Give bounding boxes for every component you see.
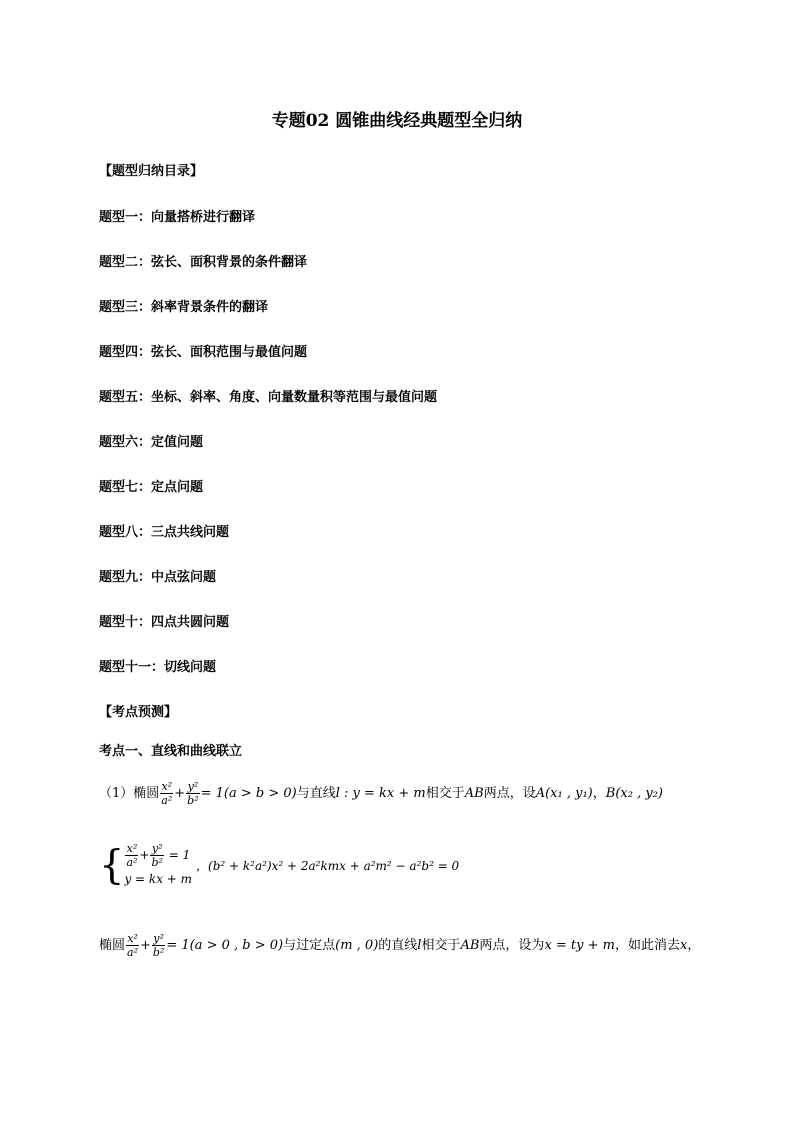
text: ，如此消去 — [614, 938, 680, 953]
condition: = 1(a > b > 0) — [200, 786, 297, 801]
toc-item: 题型六：定值问题 — [99, 435, 204, 450]
text: （1）椭圆 — [99, 786, 160, 801]
toc-heading: 【题型归纳目录】 — [99, 164, 204, 179]
left-brace: { — [99, 842, 125, 889]
equation-system — [99, 842, 459, 889]
system-eq1 — [124, 842, 192, 869]
text: 两点，设为 — [479, 938, 545, 953]
text: 椭圆 — [99, 938, 126, 953]
variable-x: x — [680, 938, 688, 953]
fraction-x2-a2: $\frac{\text{x²}}{\text{a²}}$ — [127, 932, 138, 959]
point-b: B(x₂ , y₂) — [605, 786, 663, 801]
toc-item: 题型二：弦长、面积背景的条件翻译 — [99, 255, 308, 270]
eq-tail: = 1 — [168, 848, 191, 862]
segment-ab: AB — [464, 786, 484, 801]
text: 两点，设 — [483, 786, 536, 801]
plus-sign: + — [139, 938, 151, 953]
text: 相交于 — [421, 938, 461, 953]
segment-ab: AB — [460, 938, 480, 953]
plus-sign: + — [139, 848, 150, 862]
fraction-y2-b2: $\frac{\text{y²}}{\text{b²}}$ — [151, 842, 163, 869]
point-a: A(x₁ , y₁) — [535, 786, 593, 801]
plus-sign: + — [174, 786, 186, 801]
text: 与过定点 — [283, 938, 336, 953]
system-eq2: y = kx + m — [124, 872, 193, 886]
toc-item: 题型十：四点共圆问题 — [99, 615, 230, 630]
fraction-y2-b2: $\frac{\text{y²}}{\text{b²}}$ — [152, 932, 165, 959]
toc-item: 题型三：斜率背景条件的翻译 — [99, 300, 269, 315]
line-l: l — [417, 938, 422, 953]
condition: = 1(a > 0 , b > 0) — [166, 938, 284, 953]
toc-item: 题型四：弦长、面积范围与最值问题 — [99, 345, 308, 360]
quadratic-result: ，(b² + k²a²)x² + 2a²kmx + a²m² − a²b² = 0 — [196, 859, 460, 873]
toc-item: 题型七：定点问题 — [99, 480, 204, 495]
fraction-x2-a2: $\frac{\text{x²}}{\text{a²}}$ — [161, 780, 173, 807]
toc-item: 题型一：向量搭桥进行翻译 — [99, 210, 256, 225]
predict-heading: 【考点预测】 — [99, 705, 178, 720]
text: 与直线 — [296, 786, 336, 801]
toc-item: 题型十一：切线问题 — [99, 660, 217, 675]
paragraph-2 — [99, 932, 700, 959]
system-rows — [124, 842, 192, 889]
toc-item: 题型五：坐标、斜率、角度、向量数量积等范围与最值问题 — [99, 390, 438, 405]
toc-item: 题型九：中点弦问题 — [99, 570, 217, 585]
toc-item: 题型八：三点共线问题 — [99, 525, 230, 540]
fixed-point: (m , 0) — [335, 938, 379, 953]
fraction-y2-b2: $\frac{\text{y²}}{\text{b²}}$ — [187, 780, 199, 807]
text: ， — [687, 938, 701, 953]
line-equation: x = ty + m — [544, 938, 615, 953]
paragraph-1 — [99, 780, 663, 807]
line-equation: l : y = kx + m — [335, 786, 426, 801]
text: 相交于 — [425, 786, 465, 801]
text: 的直线 — [378, 938, 418, 953]
fraction-x2-a2: $\frac{\text{x²}}{\text{a²}}$ — [126, 842, 138, 869]
page-title: 专题02 圆锥曲线经典题型全归纳 — [271, 111, 523, 131]
text: ， — [592, 786, 606, 801]
kp1-heading: 考点一、直线和曲线联立 — [99, 744, 243, 759]
